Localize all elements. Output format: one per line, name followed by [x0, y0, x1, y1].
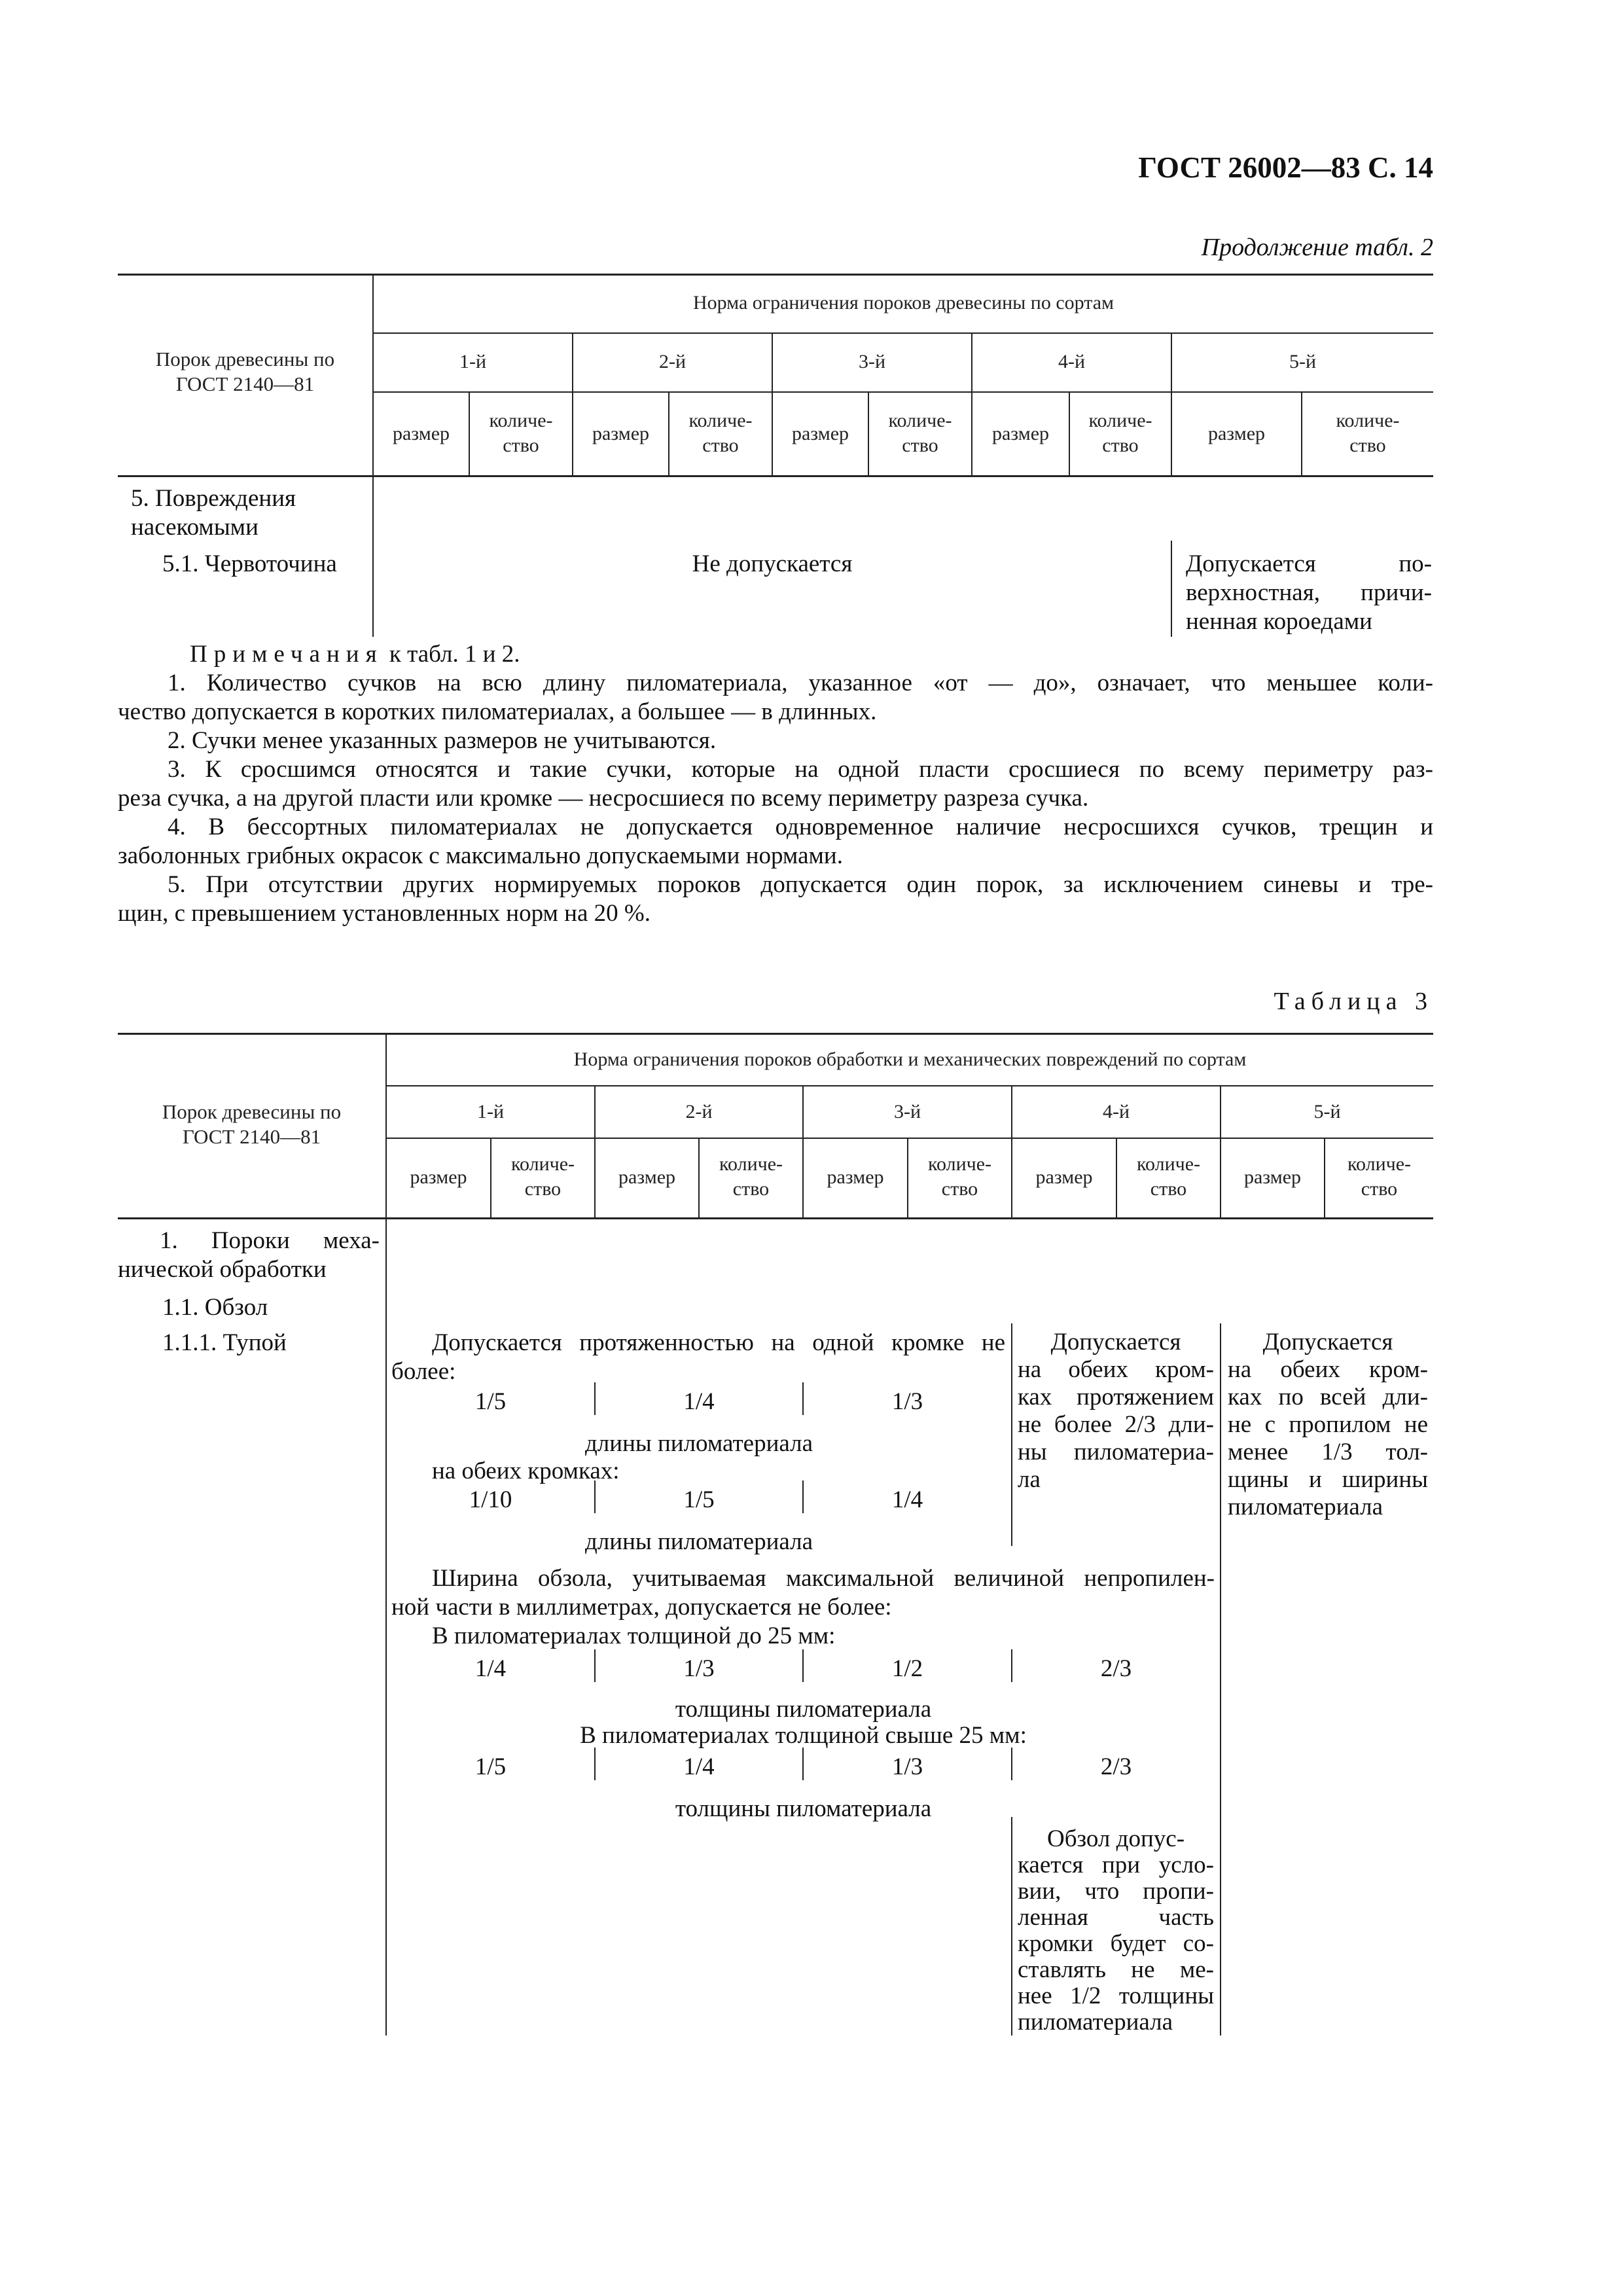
- length-note-1: длины пиломатериала: [584, 1430, 813, 1457]
- table3-count-col: количе- ство: [1347, 1153, 1412, 1200]
- fraction-over25-grade3: 1/3: [891, 1753, 923, 1780]
- table3-grade-1: 1-й: [476, 1101, 505, 1122]
- table2-row-insect-damage: 5. Повреждения насекомыми: [131, 485, 296, 541]
- grade4-wane-condition: Обзол допус- кается при усло- вии, что пропи- ленная часть кромки будет со- ставлять не ме- нее 1/2 толщины пиломатериала: [1018, 1825, 1214, 2036]
- table2-grade-3: 3-й: [858, 351, 886, 372]
- fraction-both-edges-grade3: 1/4: [891, 1486, 923, 1513]
- upto25-label: В пиломатериалах толщиной до 25 мм:: [432, 1623, 836, 1649]
- note-item-5: 5. При отсутствии других нормируемых пороков допускается один порок, за исключением синевы и тре- щин, с превышением установленных норм на 20 %.: [118, 871, 1433, 927]
- fraction-both-edges-grade2: 1/5: [683, 1486, 715, 1513]
- table3-row-wane: 1.1. Обзол: [162, 1294, 268, 1321]
- table3-row-machining-defects: 1. Пороки меха- нической обработки: [118, 1227, 380, 1283]
- fraction-upto25-grade2: 1/3: [683, 1655, 715, 1682]
- fraction-upto25-grade1: 1/4: [474, 1655, 507, 1682]
- table3-count-col: количе- ство: [1136, 1153, 1201, 1200]
- thickness-note-2: толщины пиломатериала: [675, 1795, 932, 1822]
- wane-one-edge-text: Допускается протяженностью на одной кромке не более:: [391, 1329, 1005, 1385]
- table2-size-col: размер: [791, 423, 849, 444]
- note-item-3: 3. К сросшимся относятся и такие сучки, которые на одной пласти сросшиеся по всему периметру раз- реза сучка, а на другой пласти или кромке — несросшиеся по всему периметру разреза сучка.: [118, 756, 1433, 812]
- notes-title-suffix: к табл. 1 и 2.: [389, 641, 520, 668]
- notes-title-spaced: Примечания: [190, 641, 383, 668]
- fraction-upto25-grade4: 2/3: [1100, 1655, 1132, 1682]
- grade4-wane-text: Допускается на обеих кром- ках протяжением не более 2/3 дли- ны пиломатериа- ла: [1018, 1329, 1214, 1493]
- table3-size-col: размер: [410, 1166, 467, 1188]
- table2-wormhole-not-allowed: Не допускается: [692, 550, 853, 577]
- note-item-4: 4. В бессортных пиломатериалах не допускается одновременное наличие несросшихся сучков, трещин и заболонных грибных окрасок с максимально допускаемыми нормами.: [118, 814, 1433, 869]
- table2-stub-header: Порок древесины по ГОСТ 2140—81: [155, 348, 335, 395]
- fraction-over25-grade2: 1/4: [683, 1753, 715, 1780]
- table3-size-col: размер: [827, 1166, 884, 1188]
- wane-width-text: Ширина обзола, учитываемая максимальной величиной непропилен- ной части в миллиметрах, допускается не более:: [391, 1565, 1215, 1621]
- table2-grade-5: 5-й: [1289, 351, 1317, 372]
- table3-size-col: размер: [1243, 1166, 1302, 1188]
- fraction-one-edge-grade3: 1/3: [891, 1388, 923, 1415]
- table2-grade-2: 2-й: [658, 351, 687, 372]
- table2-row-wormhole: 5.1. Червоточина: [162, 550, 337, 577]
- table3-size-col: размер: [618, 1166, 676, 1188]
- table2-count-col: количе- ство: [489, 410, 553, 456]
- table3-row-blunt-wane: 1.1.1. Тупой: [162, 1329, 287, 1356]
- table2-group-header: Норма ограничения пороков древесины по сортам: [692, 292, 1115, 314]
- table3-count-col: количе- ство: [927, 1153, 992, 1200]
- table3-stub-header: Порок древесины по ГОСТ 2140—81: [162, 1100, 342, 1148]
- table3-grade-3: 3-й: [893, 1101, 921, 1122]
- table2-size-col: размер: [1207, 423, 1266, 444]
- table3-caption: Таблица 3: [1274, 988, 1433, 1015]
- fraction-both-edges-grade1: 1/10: [469, 1486, 512, 1513]
- note-item-1: 1. Количество сучков на всю длину пиломатериала, указанное «от — до», означает, что меньшее коли- чество допускается в коротких пиломатериалах, а большее — в длинных.: [118, 670, 1433, 725]
- table2-grade-1: 1-й: [459, 351, 487, 372]
- fraction-over25-grade4: 2/3: [1100, 1753, 1132, 1780]
- thickness-note-1: толщины пиломатериала: [675, 1696, 932, 1723]
- length-note-2: длины пиломатериала: [584, 1528, 813, 1555]
- table-continuation-label: Продолжение табл. 2: [1201, 234, 1433, 261]
- table2-count-col: количе- ство: [1088, 410, 1152, 456]
- table2-size-col: размер: [991, 423, 1050, 444]
- fraction-one-edge-grade1: 1/5: [474, 1388, 507, 1415]
- table2-count-col: количе- ство: [1336, 410, 1400, 456]
- fraction-one-edge-grade2: 1/4: [683, 1388, 715, 1415]
- grade5-wane-text: Допускается на обеих кром- ках по всей дли- не с пропилом не менее 1/3 тол- щины и ширины пиломатериала: [1228, 1329, 1428, 1520]
- table2-wormhole-grade5: Допускается по- верхностная, причи- ненная короедами: [1186, 550, 1432, 635]
- table2-count-col: количе- ство: [888, 410, 952, 456]
- note-item-2: 2. Сучки менее указанных размеров не учитываются.: [168, 727, 717, 754]
- table2-count-col: количе- ство: [688, 410, 753, 456]
- table3-grade-5: 5-й: [1313, 1101, 1341, 1122]
- table2-size-col: размер: [592, 423, 650, 444]
- over25-label: В пиломатериалах толщиной свыше 25 мм:: [580, 1722, 1027, 1749]
- both-edges-label: на обеих кромках:: [432, 1458, 620, 1484]
- table2-size-col: размер: [392, 423, 450, 444]
- document-id: ГОСТ 26002—83 С. 14: [1138, 151, 1433, 184]
- table3-count-col: количе- ство: [719, 1153, 783, 1200]
- table2-grade-4: 4-й: [1058, 351, 1086, 372]
- table3-count-col: количе- ство: [510, 1153, 575, 1200]
- notes-title: [190, 640, 520, 669]
- table3-size-col: размер: [1035, 1166, 1093, 1188]
- table3-grade-4: 4-й: [1102, 1101, 1130, 1122]
- table3-grade-2: 2-й: [685, 1101, 713, 1122]
- fraction-over25-grade1: 1/5: [474, 1753, 507, 1780]
- table3-group-header: Норма ограничения пороков обработки и механических повреждений по сортам: [573, 1049, 1247, 1070]
- fraction-upto25-grade3: 1/2: [891, 1655, 923, 1682]
